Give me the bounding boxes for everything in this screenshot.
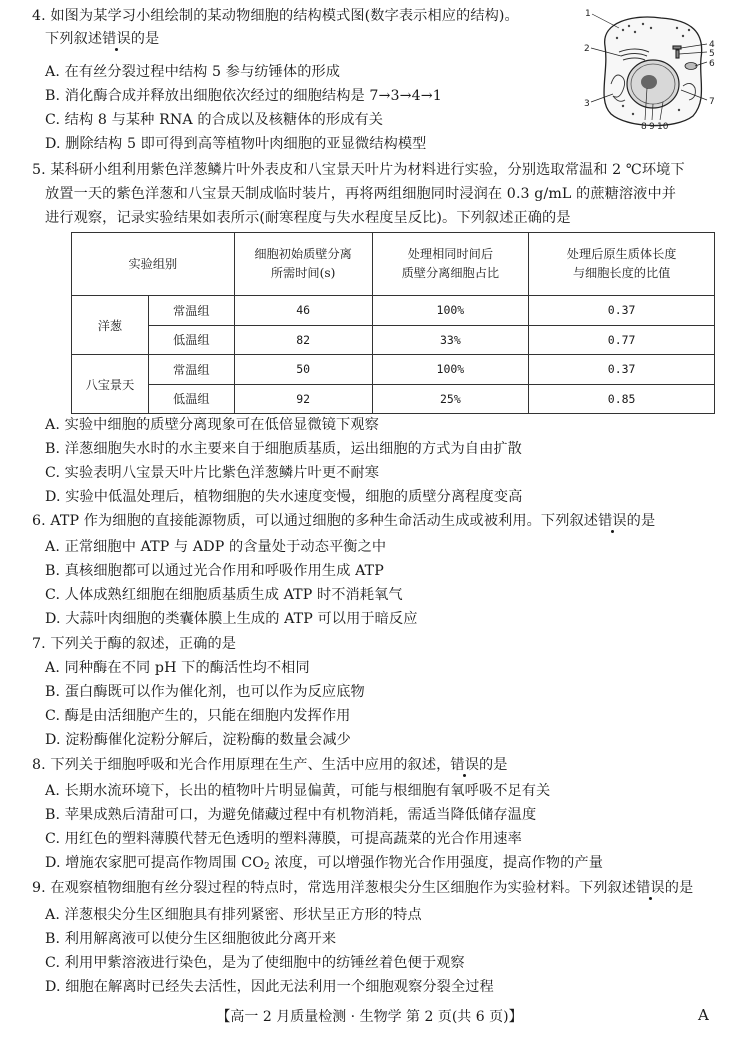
q7-option-a: A. 同种酶在不同 pH 下的酶活性均不相同 [45, 660, 310, 676]
material-onion: 洋葱 [72, 296, 149, 355]
header-time: 细胞初始质壁分离 所需时间(s) [234, 233, 372, 296]
table-row [72, 296, 715, 326]
material-sedum: 八宝景天 [72, 355, 149, 414]
q5-option-c: C. 实验表明八宝景天叶片比紫色洋葱鳞片叶更不耐寒 [45, 465, 379, 481]
header-ratio: 处理相同时间后 质壁分离细胞占比 [372, 233, 529, 296]
length-cell: 0.85 [529, 384, 715, 414]
q4-option-a: A. 在有丝分裂过程中结构 5 参与纺锤体的形成 [45, 64, 341, 80]
q4-stem-line1: 4. 如图为某学习小组绘制的某动物细胞的结构模式图(数字表示相应的结构)。 [32, 8, 519, 24]
q9-option-c: C. 利用甲紫溶液进行染色，是为了使细胞中的纺锤丝着色便于观察 [45, 955, 465, 971]
group-cell: 常温组 [148, 355, 234, 385]
q8-stem: 8. 下列关于细胞呼吸和光合作用原理在生产、生活中应用的叙述，错误的是 [32, 757, 508, 773]
figure-label-4: 4 [709, 40, 715, 50]
q6-option-a: A. 正常细胞中 ATP 与 ADP 的含量处于动态平衡之中 [45, 539, 387, 555]
q8-option-c: C. 用红色的塑料薄膜代替无色透明的塑料薄膜，可提高蔬菜的光合作用速率 [45, 831, 522, 847]
figure-label-3: 3 [584, 99, 590, 109]
time-cell: 82 [234, 325, 372, 355]
header-length: 处理后原生质体长度 与细胞长度的比值 [529, 233, 715, 296]
q6-stem: 6. ATP 作为细胞的直接能源物质，可以通过细胞的多种生命活动生成或被利用。下列叙述错误的是 [32, 513, 656, 529]
experiment-table [71, 232, 715, 414]
q9-emphasis: 错误 [636, 880, 665, 896]
table-row [72, 384, 715, 414]
q6-option-d: D. 大蒜叶肉细胞的类囊体膜上生成的 ATP 可以用于暗反应 [45, 611, 418, 627]
ratio-cell: 100% [372, 355, 529, 385]
q6-option-c: C. 人体成熟红细胞在细胞质基质生成 ATP 时不消耗氧气 [45, 587, 403, 603]
table-header-row [72, 233, 715, 296]
ratio-cell: 25% [372, 384, 529, 414]
q4-option-b: B. 消化酶合成并释放出细胞依次经过的细胞结构是 7→3→4→1 [45, 88, 442, 104]
figure-label-5: 5 [709, 49, 715, 59]
ratio-cell: 100% [372, 296, 529, 326]
time-cell: 46 [234, 296, 372, 326]
figure-label-9: 9 [649, 122, 655, 132]
figure-label-1: 1 [585, 9, 591, 19]
ratio-cell: 33% [372, 325, 529, 355]
figure-label-6: 6 [709, 59, 715, 69]
table-row [72, 325, 715, 355]
group-cell: 低温组 [148, 384, 234, 414]
q5-option-a: A. 实验中细胞的质壁分离现象可在低倍显微镜下观察 [45, 417, 379, 433]
animal-cell-diagram [583, 6, 719, 132]
header-group: 实验组别 [72, 233, 235, 296]
q7-option-b: B. 蛋白酶既可以作为催化剂，也可以作为反应底物 [45, 684, 365, 700]
q7-option-d: D. 淀粉酶催化淀粉分解后，淀粉酶的数量会减少 [45, 732, 351, 748]
table-row [72, 355, 715, 385]
time-cell: 50 [234, 355, 372, 385]
q4-option-d: D. 删除结构 5 即可得到高等植物叶肉细胞的亚显微结构模型 [45, 136, 427, 152]
figure-label-8: 8 [641, 122, 647, 132]
q8-option-d: D. 增施农家肥可提高作物周围 $CO_2$ 浓度，可以增强作物光合作用强度，提高作物的产量 [45, 855, 603, 872]
q5-stem-line2: 放置一天的紫色洋葱和八宝景天制成临时装片，再将两组细胞同时浸润在 0.3 g/mL 的蔗糖溶液中并 [45, 186, 677, 202]
q9-stem: 9. 在观察植物细胞有丝分裂过程的特点时，常选用洋葱根尖分生区细胞作为实验材料。下列叙述错误的是 [32, 880, 694, 896]
length-cell: 0.37 [529, 296, 715, 326]
q7-option-c: C. 酶是由活细胞产生的，只能在细胞内发挥作用 [45, 708, 351, 724]
q5-stem-line1: 5. 某科研小组利用紫色洋葱鳞片叶外表皮和八宝景天叶片为材料进行实验，分别选取常温和 2 ℃环境下 [32, 162, 685, 178]
q6-emphasis: 错误 [598, 513, 627, 529]
q8-option-b: B. 苹果成熟后清甜可口，为避免储藏过程中有机物消耗，需适当降低储存温度 [45, 807, 537, 823]
q5-stem-line3: 进行观察，记录实验结果如表所示(耐寒程度与失水程度呈反比)。下列叙述正确的是 [45, 210, 571, 226]
group-cell: 低温组 [148, 325, 234, 355]
q8-option-a: A. 长期水流环境下，长出的植物叶片明显偏黄，可能与根细胞有氧呼吸不足有关 [45, 783, 551, 799]
time-cell: 92 [234, 384, 372, 414]
q5-option-b: B. 洋葱细胞失水时的水主要来自于细胞质基质，运出细胞的方式为自由扩散 [45, 441, 522, 457]
q4-option-c: C. 结构 8 与某种 RNA 的合成以及核糖体的形成有关 [45, 112, 384, 128]
figure-label-2: 2 [584, 44, 590, 54]
length-cell: 0.37 [529, 355, 715, 385]
q4-emphasis: 错误 [102, 31, 131, 47]
q9-option-a: A. 洋葱根尖分生区细胞具有排列紧密、形状呈正方形的特点 [45, 907, 422, 923]
length-cell: 0.77 [529, 325, 715, 355]
q9-option-b: B. 利用解离液可以使分生区细胞彼此分离开来 [45, 931, 337, 947]
q7-stem: 7. 下列关于酶的叙述，正确的是 [32, 636, 237, 652]
q6-option-b: B. 真核细胞都可以通过光合作用和呼吸作用生成 ATP [45, 563, 384, 579]
q5-option-d: D. 实验中低温处理后，植物细胞的失水速度变慢，细胞的质壁分离程度变高 [45, 489, 523, 505]
q8-emphasis: 错误 [450, 757, 479, 773]
figure-label-7: 7 [709, 97, 715, 107]
q4-stem-line2: 下列叙述错误的是 [45, 31, 160, 47]
figure-label-10: 10 [657, 122, 669, 132]
page-footer: 【高一 2 月质量检测 · 生物学 第 2 页(共 6 页)】 [216, 1009, 523, 1025]
q9-option-d: D. 细胞在解离时已经失去活性，因此无法利用一个细胞观察分裂全过程 [45, 979, 494, 995]
paper-version-letter: A [698, 1006, 709, 1024]
group-cell: 常温组 [148, 296, 234, 326]
